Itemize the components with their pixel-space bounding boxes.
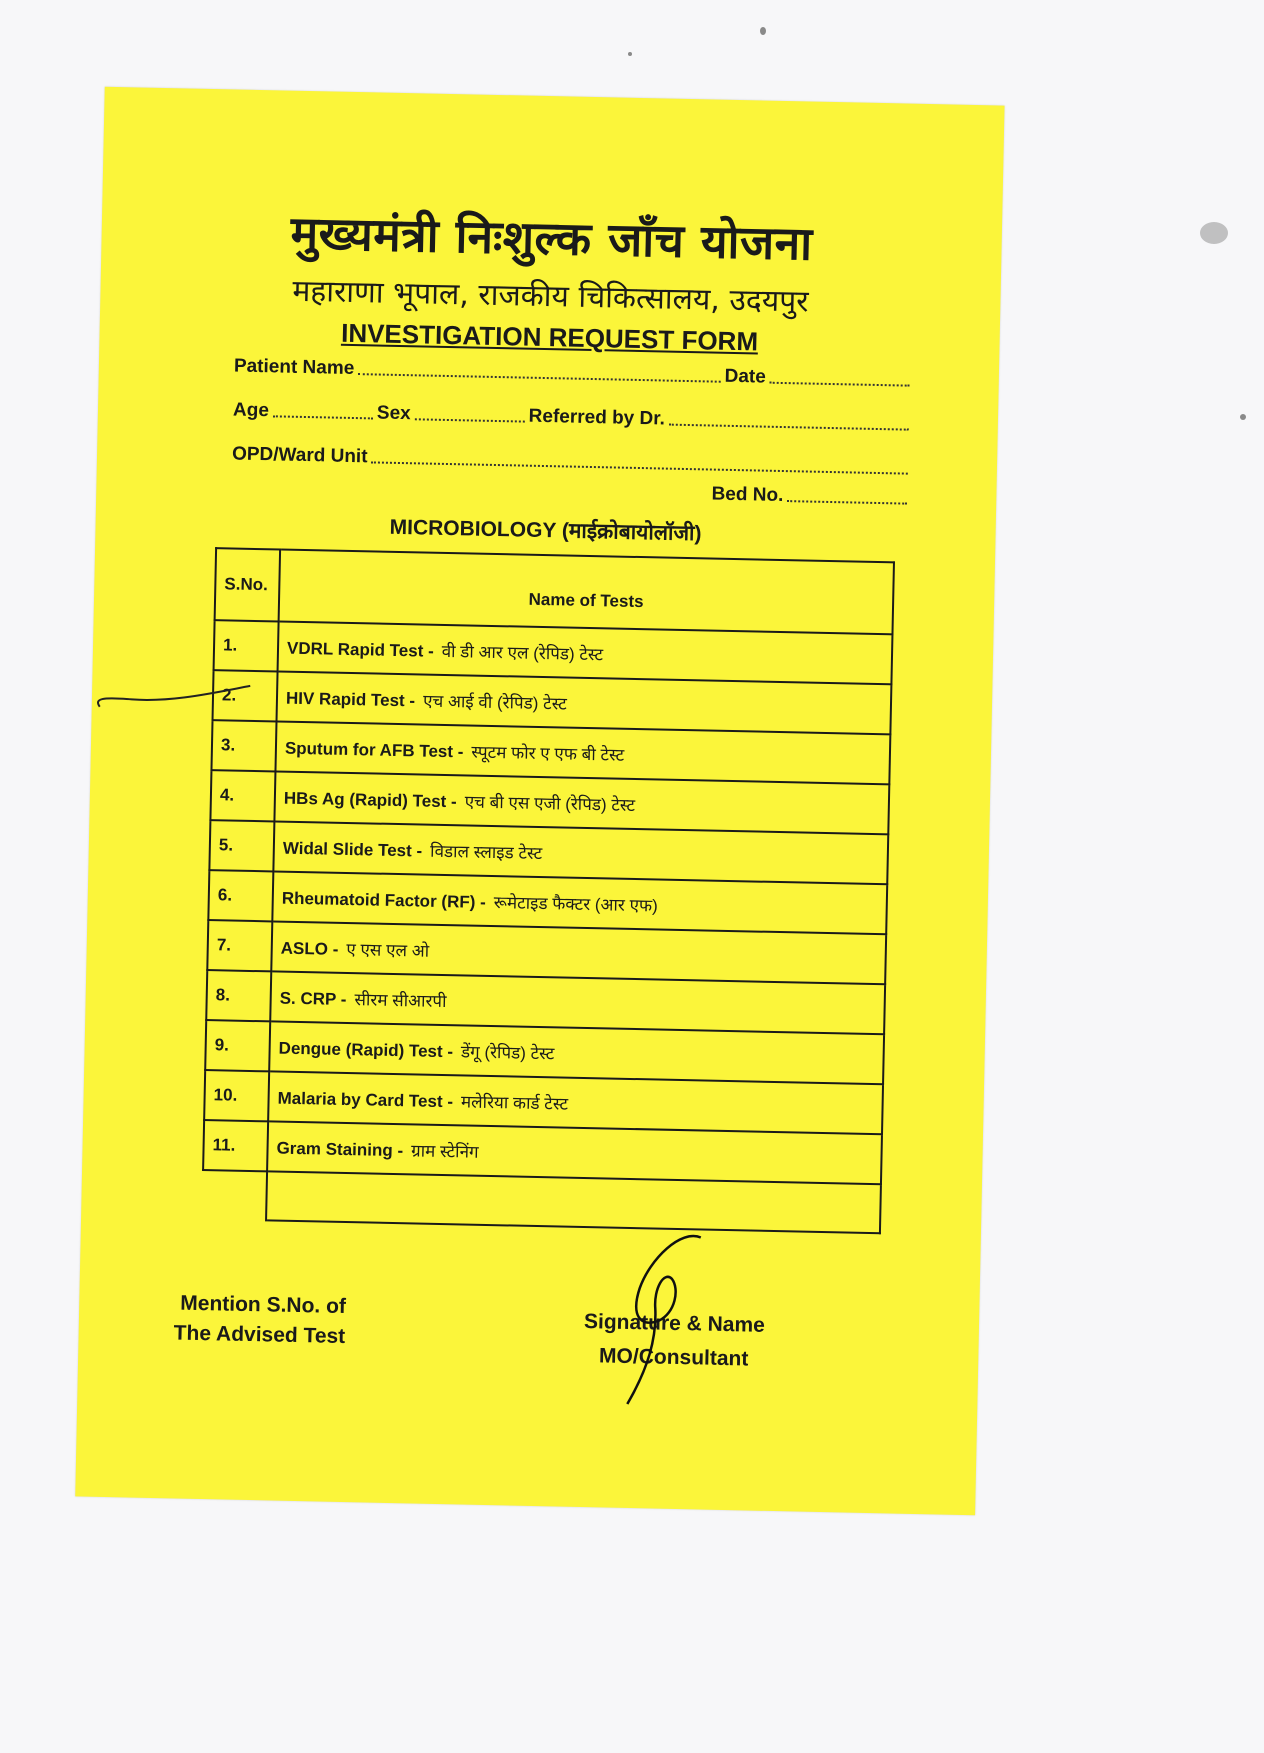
signature-line-1: Signature & Name <box>583 1310 766 1337</box>
age-sex-row <box>233 391 913 435</box>
hospital-name: महाराणा भूपाल, राजकीय चिकित्सालय, उदयपुर <box>292 273 809 320</box>
test-name: Rheumatoid Factor (RF) - <box>281 888 486 912</box>
scheme-title: मुख्यमंत्री निःशुल्क जाँच योजना <box>290 205 814 271</box>
test-name-hindi: एच आई वी (रेपिड) टेस्ट <box>422 691 568 714</box>
test-name: Sputum for AFB Test - <box>284 738 464 761</box>
test-name: HBs Ag (Rapid) Test - <box>283 788 457 811</box>
test-name: Malaria by Card Test - <box>277 1088 454 1111</box>
sno-cell: 6. <box>208 870 273 921</box>
investigation-request-form <box>75 87 1004 1516</box>
test-name-header: Name of Tests <box>279 550 894 635</box>
sno-cell: 3. <box>211 720 276 771</box>
tests-table <box>201 547 895 1234</box>
section-title: MICROBIOLOGY (माईक्रोबायोलॉजी) <box>389 515 702 546</box>
sno-cell-blank <box>202 1170 267 1220</box>
signature-line-2: MO/Consultant <box>598 1344 749 1371</box>
age-label: Age <box>232 399 270 422</box>
test-name-hindi: वी डी आर एल (रेपिड) टेस्ट <box>441 641 604 664</box>
date-field[interactable] <box>770 381 910 387</box>
sno-cell: 11. <box>203 1120 268 1171</box>
sex-field[interactable] <box>415 417 525 422</box>
test-name-hindi: स्पूटम फोर ए एफ बी टेस्ट <box>471 742 625 765</box>
sno-cell: 9. <box>205 1020 270 1071</box>
sno-cell: 7. <box>207 920 272 971</box>
test-name-hindi: सीरम सीआरपी <box>354 989 447 1011</box>
test-name: Widal Slide Test - <box>282 838 423 861</box>
sno-cell: 8. <box>206 970 271 1021</box>
test-name-hindi: ए एस एल ओ <box>346 939 430 961</box>
scan-speck <box>1240 414 1246 420</box>
patient-name-field[interactable] <box>358 372 720 383</box>
scan-speck <box>1200 222 1228 244</box>
sno-cell: 5. <box>209 820 274 871</box>
sno-cell: 4. <box>210 770 275 821</box>
mention-sno-note <box>173 1288 346 1352</box>
test-name-hindi: ग्राम स्टेनिंग <box>410 1140 479 1162</box>
test-name-hindi: एच बी एस एजी (रेपिड) टेस्ट <box>464 791 636 815</box>
test-name-hindi: मलेरिया कार्ड टेस्ट <box>460 1091 569 1114</box>
bed-no-label: Bed No. <box>711 483 784 507</box>
scan-speck <box>628 52 632 56</box>
date-label: Date <box>724 365 767 388</box>
test-name: Dengue (Rapid) Test - <box>278 1038 454 1061</box>
patient-name-label: Patient Name <box>233 355 355 380</box>
referred-by-label: Referred by Dr. <box>528 405 666 430</box>
scan-speck <box>760 27 766 35</box>
referred-by-field[interactable] <box>669 423 909 431</box>
sno-cell: 2. <box>213 670 278 721</box>
handwritten-tick-mark <box>92 677 253 720</box>
mention-line-2: The Advised Test <box>173 1321 346 1349</box>
opd-ward-label: OPD/Ward Unit <box>231 443 368 468</box>
test-name-hindi: रूमेटाइड फैक्टर (आर एफ) <box>493 892 658 915</box>
form-title: INVESTIGATION REQUEST FORM <box>340 317 759 357</box>
test-name-hindi: डेंगू (रेपिड) टेस्ट <box>460 1041 555 1063</box>
mention-line-1: Mention S.No. of <box>180 1291 347 1319</box>
sno-cell: 1. <box>214 620 279 671</box>
test-name: S. CRP - <box>279 988 347 1009</box>
test-name-hindi: विडाल स्लाइड टेस्ट <box>429 841 543 863</box>
age-field[interactable] <box>273 414 373 419</box>
sno-header: S.No. <box>215 548 280 621</box>
sno-cell: 10. <box>204 1070 269 1121</box>
test-name: HIV Rapid Test - <box>285 688 416 710</box>
test-name: Gram Staining - <box>276 1138 404 1160</box>
sex-label: Sex <box>376 402 411 425</box>
test-name: ASLO - <box>280 938 339 959</box>
test-name: VDRL Rapid Test - <box>286 638 434 661</box>
handwritten-signature <box>577 1227 731 1410</box>
bed-no-field[interactable] <box>787 499 907 505</box>
